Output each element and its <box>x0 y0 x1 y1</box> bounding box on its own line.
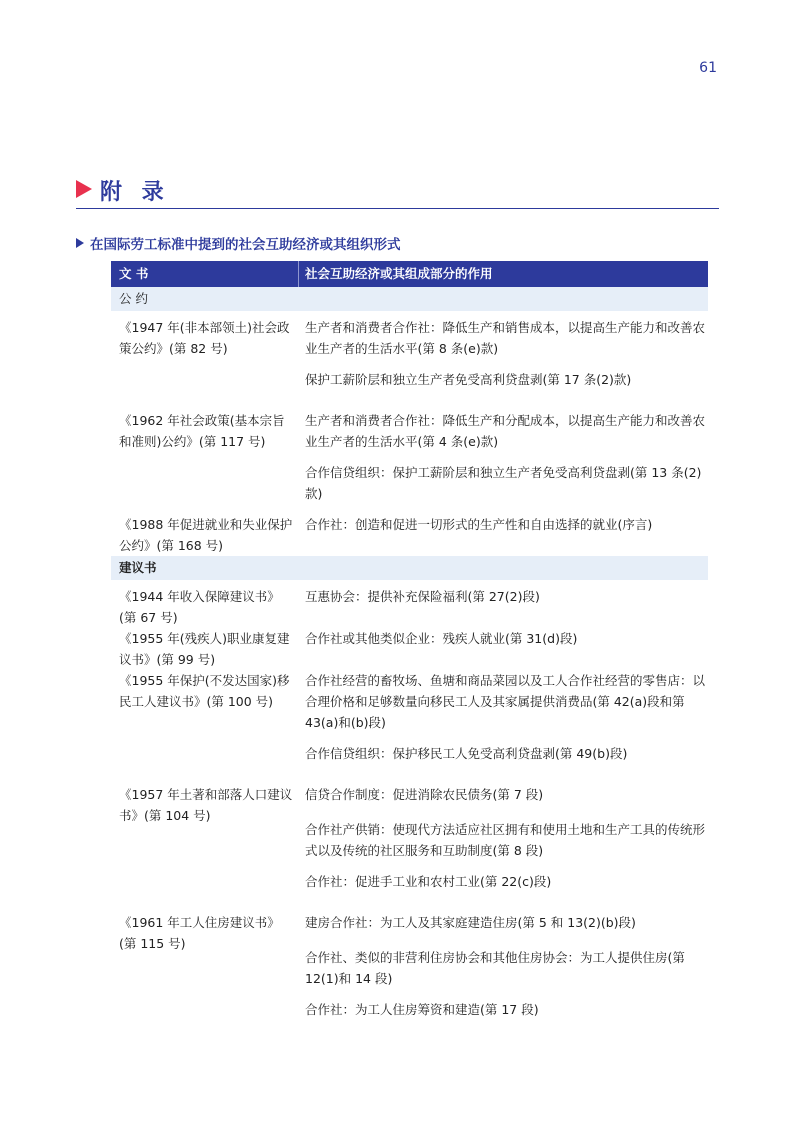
doc-cell: 《1955 年保护(不发达国家)移民工人建议书》(第 100 号) <box>119 673 290 709</box>
roles-cell <box>299 317 708 400</box>
triangle-bullet-icon <box>76 238 84 248</box>
table-header <box>111 261 708 287</box>
role-item: 信贷合作制度：促进消除农民债务(第 7 段) <box>305 787 544 802</box>
table-row <box>111 586 708 628</box>
group-header-recommendations: 建议书 <box>111 556 708 580</box>
table-row <box>111 912 708 1030</box>
role-item: 生产者和消费者合作社：降低生产和销售成本，以提高生产能力和改善农业生产者的生活水平(第 8 条(e)款) <box>305 320 706 356</box>
roles-cell <box>299 784 708 902</box>
table-row <box>111 317 708 400</box>
roles-cell <box>299 670 708 774</box>
table-row <box>111 410 708 514</box>
group-header-conventions: 公 约 <box>111 287 708 311</box>
role-item: 合作社或其他类似企业：残疾人就业(第 31(d)段) <box>305 631 578 646</box>
doc-cell: 《1962 年社会政策(基本宗旨和准则)公约》(第 117 号) <box>119 413 285 449</box>
role-item: 合作社：促进手工业和农村工业(第 22(c)段) <box>305 874 552 889</box>
role-item: 保护工薪阶层和独立生产者免受高利贷盘剥(第 17 条(2)款) <box>305 372 632 387</box>
triangle-marker-icon <box>76 180 92 198</box>
doc-cell: 《1955 年(残疾人)职业康复建议书》(第 99 号) <box>119 631 290 667</box>
table-row <box>111 628 708 670</box>
page-number: 61 <box>699 60 717 76</box>
doc-cell: 《1961 年工人住房建议书》(第 115 号) <box>119 915 280 951</box>
table-row <box>111 784 708 902</box>
doc-cell: 《1957 年土著和部落人口建议书》(第 104 号) <box>119 787 293 823</box>
role-item: 建房合作社：为工人及其家庭建造住房(第 5 和 13(2)(b)段) <box>305 915 636 930</box>
roles-cell <box>299 586 708 628</box>
roles-cell <box>299 628 708 670</box>
table-row <box>111 670 708 774</box>
roles-cell <box>299 514 708 556</box>
roles-cell <box>299 912 708 1030</box>
role-item: 生产者和消费者合作社：降低生产和分配成本，以提高生产能力和改善农业生产者的生活水平(第 4 条(e)款) <box>305 413 706 449</box>
role-item: 合作社、类似的非营利住房协会和其他住房协会：为工人提供住房(第 12(1)和 14 段) <box>305 950 685 986</box>
section-heading-text: 在国际劳工标准中提到的社会互助经济或其组织形式 <box>90 237 401 253</box>
role-item: 合作信贷组织：保护工薪阶层和独立生产者免受高利贷盘剥(第 13 条(2)款) <box>305 465 702 501</box>
role-item: 互惠协会：提供补充保险福利(第 27(2)段) <box>305 589 540 604</box>
role-item: 合作社产供销：使现代方法适应社区拥有和使用土地和生产工具的传统形式以及传统的社区服务和互助制度(第 8 段) <box>305 822 706 858</box>
section-heading <box>76 233 401 253</box>
doc-cell: 《1947 年(非本部领土)社会政策公约》(第 82 号) <box>119 320 290 356</box>
role-item: 合作社经营的畜牧场、鱼塘和商品菜园以及工人合作社经营的零售店：以合理价格和足够数量向移民工人及其家属提供消费品(第 42(a)段和第 43(a)和(b)段) <box>305 673 706 730</box>
standards-table <box>111 261 708 1030</box>
appendix-title <box>76 176 719 209</box>
table-row <box>111 514 708 556</box>
doc-cell: 《1988 年促进就业和失业保护公约》(第 168 号) <box>119 517 293 553</box>
roles-cell <box>299 410 708 514</box>
column-header-role: 社会互助经济或其组成部分的作用 <box>305 266 493 281</box>
doc-cell: 《1944 年收入保障建议书》(第 67 号) <box>119 589 280 625</box>
column-header-doc: 文 书 <box>111 261 299 287</box>
role-item: 合作社：创造和促进一切形式的生产性和自由选择的就业(序言) <box>305 517 653 532</box>
role-item: 合作信贷组织：保护移民工人免受高利贷盘剥(第 49(b)段) <box>305 746 628 761</box>
appendix-title-text: 附 录 <box>100 180 170 205</box>
role-item: 合作社：为工人住房筹资和建造(第 17 段) <box>305 1002 539 1017</box>
